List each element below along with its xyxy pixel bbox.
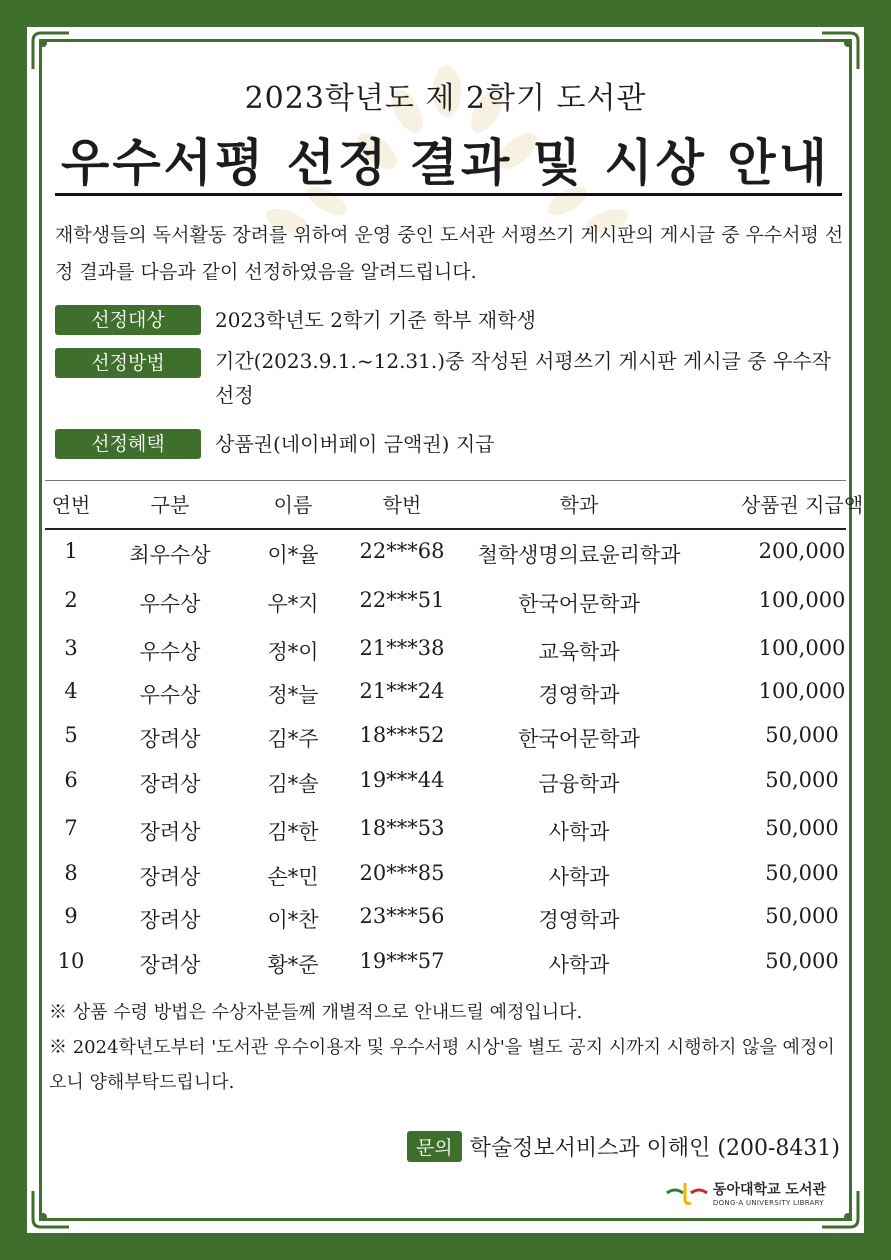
- intro-paragraph: 재학생들의 독서활동 장려를 위하여 운영 중인 도서관 서평쓰기 게시판의 게시글 중 우수서평 선정 결과를 다음과 같이 선정하였음을 알려드립니다.: [55, 224, 844, 283]
- info-text: 2023학년도 2학기 기준 학부 재학생: [215, 308, 536, 332]
- cell-name: 정*이: [267, 640, 319, 664]
- header-name: 이름: [273, 493, 313, 517]
- library-logo: [665, 1179, 826, 1207]
- cell-department: 경영학과: [538, 908, 620, 932]
- cell-student-id: 18***52: [359, 723, 445, 747]
- cell-amount: 200,000: [758, 539, 846, 563]
- contact-label: 문의: [407, 1131, 462, 1162]
- cell-student-id: 22***68: [359, 539, 445, 563]
- cell-department: 사학과: [548, 865, 610, 889]
- cell-category: 장려상: [139, 772, 201, 796]
- library-name-ko: 동아대학교 도서관: [712, 1182, 826, 1198]
- cell-department: 한국어문학과: [518, 592, 640, 616]
- cell-department: 한국어문학과: [518, 727, 640, 751]
- cell-department: 사학과: [548, 820, 610, 844]
- title-divider: [55, 193, 842, 196]
- cell-no: 6: [64, 768, 78, 792]
- cell-name: 우*지: [267, 592, 319, 616]
- cell-amount: 50,000: [765, 768, 839, 792]
- cell-amount: 50,000: [765, 861, 839, 885]
- info-row-target: [55, 303, 845, 337]
- info-row-method: [55, 344, 845, 414]
- cell-department: 경영학과: [538, 683, 620, 707]
- cell-category: 장려상: [139, 908, 201, 932]
- cell-no: 4: [64, 679, 78, 703]
- header-department: 학과: [559, 493, 599, 517]
- cell-name: 정*늘: [267, 683, 319, 707]
- cell-name: 김*주: [267, 727, 319, 751]
- library-name-en: DONG-A UNIVERSITY LIBRARY: [712, 1199, 824, 1207]
- notice-title: 우수서평 선정 결과 및 시상 안내: [61, 133, 830, 192]
- cell-department: 사학과: [548, 953, 610, 977]
- info-text: 상품권(네이버페이 금액권) 지급: [215, 432, 495, 456]
- cell-category: 장려상: [139, 727, 201, 751]
- contact-text: 학술정보서비스과 이해인 (200-8431): [469, 1136, 840, 1161]
- corner-ornament-icon: [31, 31, 71, 71]
- cell-category: 최우수상: [129, 543, 211, 567]
- info-label: 선정대상: [55, 305, 201, 335]
- notes-section: [49, 995, 849, 1100]
- cell-no: 3: [64, 636, 78, 660]
- cell-student-id: 21***24: [359, 679, 445, 703]
- corner-ornament-icon: [820, 31, 860, 71]
- cell-student-id: 19***57: [359, 949, 445, 973]
- info-label: 선정혜택: [55, 429, 201, 459]
- cell-student-id: 19***44: [359, 768, 445, 792]
- cell-student-id: 18***53: [359, 816, 445, 840]
- cell-amount: 100,000: [758, 636, 846, 660]
- cell-no: 8: [64, 861, 78, 885]
- cell-department: 철학생명의료윤리학과: [477, 543, 681, 567]
- cell-category: 우수상: [139, 592, 201, 616]
- cell-name: 김*한: [267, 820, 319, 844]
- corner-ornament-icon: [820, 1189, 860, 1229]
- contact-info: [407, 1131, 840, 1162]
- info-label: 선정방법: [55, 348, 201, 378]
- table-header-border: [45, 528, 846, 530]
- cell-no: 2: [64, 588, 78, 612]
- cell-no: 10: [57, 949, 85, 973]
- cell-name: 이*찬: [267, 908, 319, 932]
- corner-ornament-icon: [31, 1189, 71, 1229]
- cell-department: 교육학과: [538, 640, 620, 664]
- header-no: 연번: [51, 493, 91, 517]
- cell-amount: 100,000: [758, 588, 846, 612]
- cell-student-id: 21***38: [359, 636, 445, 660]
- cell-category: 우수상: [139, 640, 201, 664]
- cell-no: 9: [64, 904, 78, 928]
- info-text: 기간(2023.9.1.~12.31.)중 작성된 서평쓰기 게시판 게시글 중 우수작 선정: [215, 349, 831, 407]
- cell-no: 7: [64, 816, 78, 840]
- note-line: ※ 상품 수령 방법은 수상자분들께 개별적으로 안내드릴 예정입니다.: [49, 1002, 583, 1023]
- info-row-benefit: [55, 427, 845, 461]
- cell-student-id: 20***85: [359, 861, 445, 885]
- cell-name: 손*민: [267, 865, 319, 889]
- cell-no: 5: [64, 723, 78, 747]
- cell-amount: 100,000: [758, 679, 846, 703]
- cell-category: 우수상: [139, 683, 201, 707]
- cell-department: 금융학과: [538, 772, 620, 796]
- cell-amount: 50,000: [765, 723, 839, 747]
- library-logo-icon: [665, 1179, 709, 1207]
- cell-student-id: 23***56: [359, 904, 445, 928]
- header-student-id: 학번: [382, 493, 422, 517]
- header-amount: 상품권 지급액: [740, 493, 864, 517]
- cell-category: 장려상: [139, 865, 201, 889]
- table-top-border: [45, 480, 846, 481]
- cell-amount: 50,000: [765, 949, 839, 973]
- cell-student-id: 22***51: [359, 588, 445, 612]
- header-category: 구분: [150, 493, 190, 517]
- cell-category: 장려상: [139, 953, 201, 977]
- notice-page: [27, 27, 864, 1233]
- cell-amount: 50,000: [765, 816, 839, 840]
- cell-amount: 50,000: [765, 904, 839, 928]
- cell-no: 1: [64, 539, 78, 563]
- note-line: ※ 2024학년도부터 '도서관 우수이용자 및 우수서평 시상'을 별도 공지 시까지 시행하지 않을 예정이오니 양해부탁드립니다.: [49, 1037, 835, 1093]
- cell-name: 황*준: [267, 953, 319, 977]
- cell-category: 장려상: [139, 820, 201, 844]
- cell-name: 이*율: [267, 543, 319, 567]
- cell-name: 김*솔: [267, 772, 319, 796]
- notice-subtitle: 2023학년도 제 2학기 도서관: [244, 81, 647, 116]
